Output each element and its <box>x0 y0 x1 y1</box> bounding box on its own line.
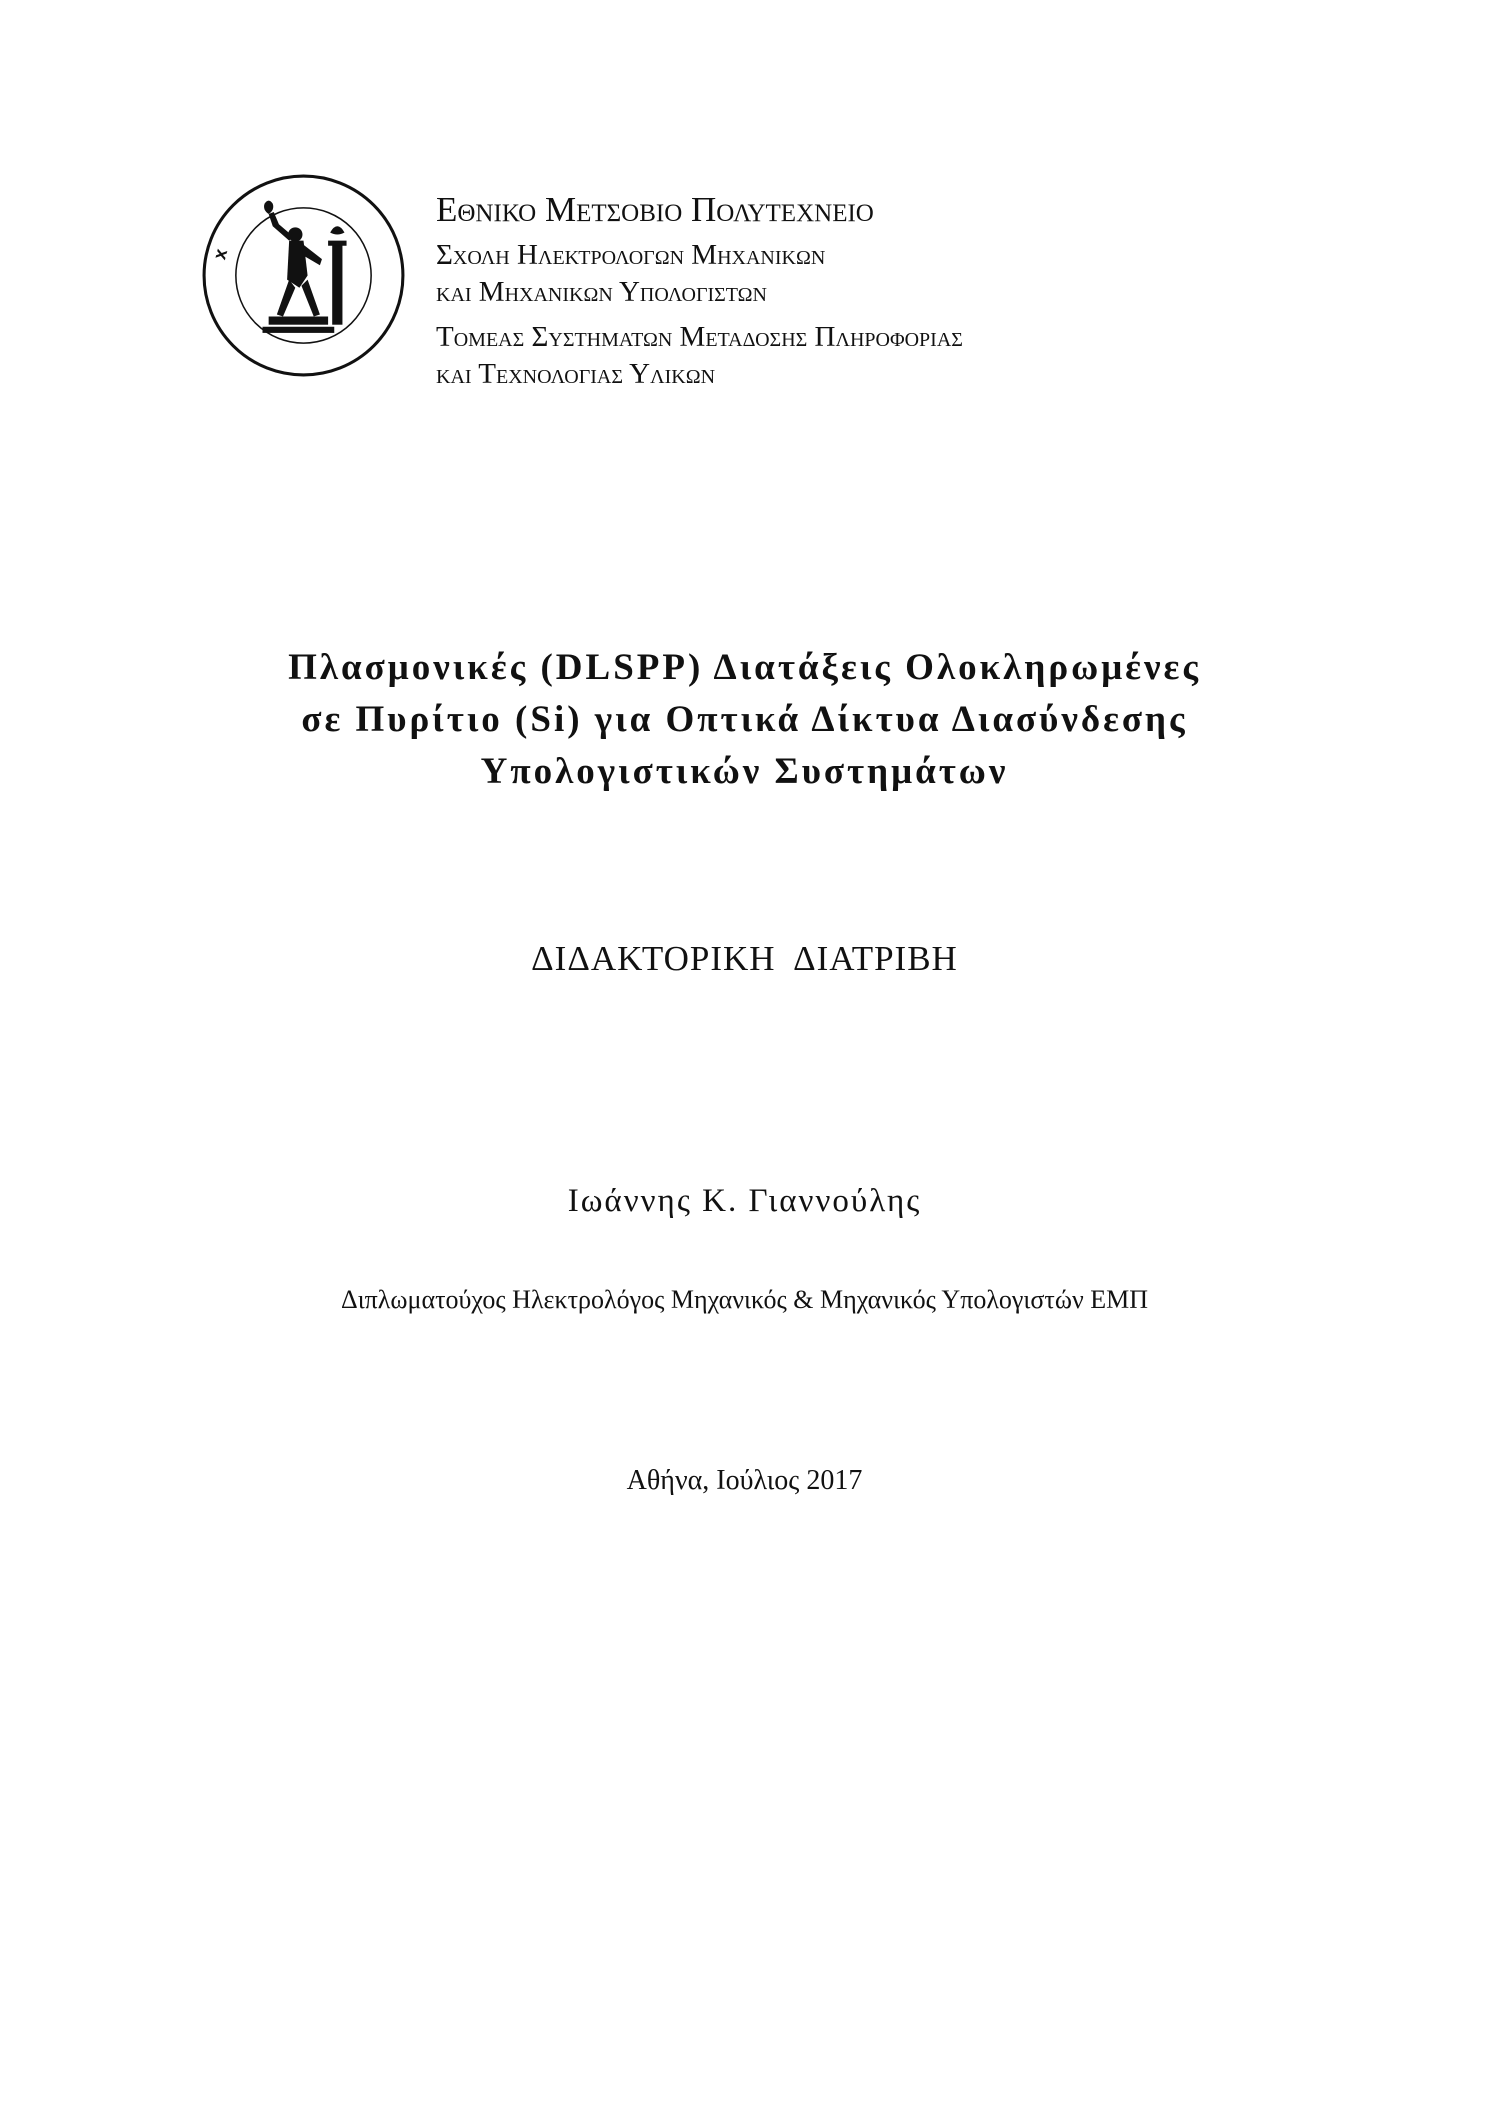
thesis-title <box>0 642 1489 798</box>
author-name: Ιωάννης Κ. Γιαννούλης <box>567 1183 922 1219</box>
svg-text:X: X <box>214 246 232 262</box>
ntua-seal-icon <box>201 173 406 378</box>
thesis-title-line2: σε Πυρίτιο (Si) για Οπτικά Δίκτυα Διασύνδεσης <box>301 699 1188 740</box>
university-name: Εθνικο Μετσοβιο Πολυτεχνειο <box>436 190 874 229</box>
institution-block <box>436 192 1436 389</box>
school-name-line2: και Μηχανικων Υπολογιστων <box>436 276 767 308</box>
division-name-line1: Τομεας Συστηματων Μεταδοσης Πληροφοριας <box>436 321 963 353</box>
school-name-line1: Σχολη Ηλεκτρολογων Μηχανικων <box>436 239 826 271</box>
author-degree: Διπλωματούχος Ηλεκτρολόγος Μηχανικός & Μηχανικός Υπολογιστών ΕΜΠ <box>340 1285 1149 1314</box>
thesis-title-line3: Υπολογιστικών Συστημάτων <box>480 751 1009 792</box>
division-name-line2: και Τεχνολογιας Υλικων <box>436 358 716 390</box>
document-type: ΔΙΔΑΚΤΟΡΙΚΗ ΔΙΑΤΡΙΒΗ <box>531 939 958 978</box>
thesis-title-line1: Πλασμονικές (DLSPP) Διατάξεις Ολοκληρωμένες <box>288 647 1201 688</box>
place-and-date: Αθήνα, Ιούλιος 2017 <box>626 1465 863 1496</box>
